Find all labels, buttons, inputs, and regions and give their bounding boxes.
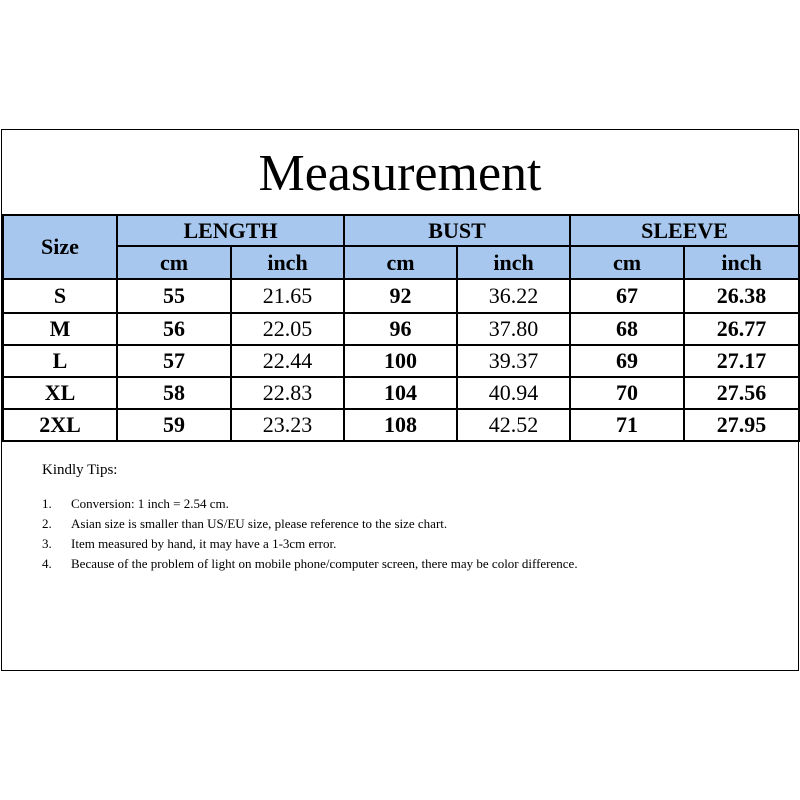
table-cell: 36.22 [457, 279, 570, 313]
unit-header: inch [231, 246, 344, 279]
table-cell: 23.23 [231, 409, 344, 441]
tip-text: Asian size is smaller than US/EU size, please reference to the size chart. [71, 516, 448, 531]
table-row [3, 409, 799, 441]
table-row [3, 279, 799, 313]
size-chart-panel [1, 129, 799, 671]
tip-number: 3. [42, 536, 52, 551]
table-cell: 70 [570, 377, 684, 409]
table-cell: 27.95 [684, 409, 799, 441]
page-title: Measurement [258, 145, 542, 202]
unit-header: cm [570, 246, 684, 279]
table-cell: 100 [344, 345, 457, 377]
kindly-tips [42, 460, 762, 574]
tip-number: 4. [42, 556, 52, 571]
table-row [3, 313, 799, 345]
unit-header-row [3, 246, 799, 279]
table-cell: 55 [117, 279, 231, 313]
table-cell: 57 [117, 345, 231, 377]
size-cell: S [3, 279, 117, 313]
table-cell: 22.44 [231, 345, 344, 377]
bust-header: BUST [344, 215, 570, 246]
table-cell: 21.65 [231, 279, 344, 313]
tip-text: Item measured by hand, it may have a 1-3cm error. [71, 536, 337, 551]
table-cell: 22.83 [231, 377, 344, 409]
table-cell: 96 [344, 313, 457, 345]
size-cell: L [3, 345, 117, 377]
table-cell: 42.52 [457, 409, 570, 441]
table-cell: 104 [344, 377, 457, 409]
table-cell: 22.05 [231, 313, 344, 345]
table-row [3, 345, 799, 377]
size-header: Size [3, 215, 117, 279]
list-item [42, 494, 762, 514]
table-cell: 71 [570, 409, 684, 441]
list-item [42, 514, 762, 534]
table-cell: 58 [117, 377, 231, 409]
table-cell: 56 [117, 313, 231, 345]
tip-number: 2. [42, 516, 52, 531]
table-cell: 26.38 [684, 279, 799, 313]
size-cell: 2XL [3, 409, 117, 441]
list-item [42, 554, 762, 574]
table-cell: 67 [570, 279, 684, 313]
table-cell: 59 [117, 409, 231, 441]
size-cell: XL [3, 377, 117, 409]
tip-text: Because of the problem of light on mobile phone/computer screen, there may be color difference. [71, 556, 578, 571]
tips-title: Kindly Tips: [42, 462, 118, 478]
size-table [2, 214, 800, 442]
tip-text: Conversion: 1 inch = 2.54 cm. [71, 496, 229, 511]
unit-header: cm [344, 246, 457, 279]
sleeve-header: SLEEVE [570, 215, 799, 246]
unit-header: inch [684, 246, 799, 279]
unit-header: inch [457, 246, 570, 279]
tip-number: 1. [42, 496, 52, 511]
table-cell: 39.37 [457, 345, 570, 377]
table-cell: 69 [570, 345, 684, 377]
table-cell: 40.94 [457, 377, 570, 409]
tips-list [42, 494, 762, 574]
table-cell: 27.56 [684, 377, 799, 409]
unit-header: cm [117, 246, 231, 279]
table-cell: 37.80 [457, 313, 570, 345]
length-header: LENGTH [117, 215, 344, 246]
list-item [42, 534, 762, 554]
table-cell: 108 [344, 409, 457, 441]
size-cell: M [3, 313, 117, 345]
table-row [3, 377, 799, 409]
table-cell: 26.77 [684, 313, 799, 345]
table-cell: 92 [344, 279, 457, 313]
table-cell: 68 [570, 313, 684, 345]
table-header-row [3, 215, 799, 246]
table-cell: 27.17 [684, 345, 799, 377]
